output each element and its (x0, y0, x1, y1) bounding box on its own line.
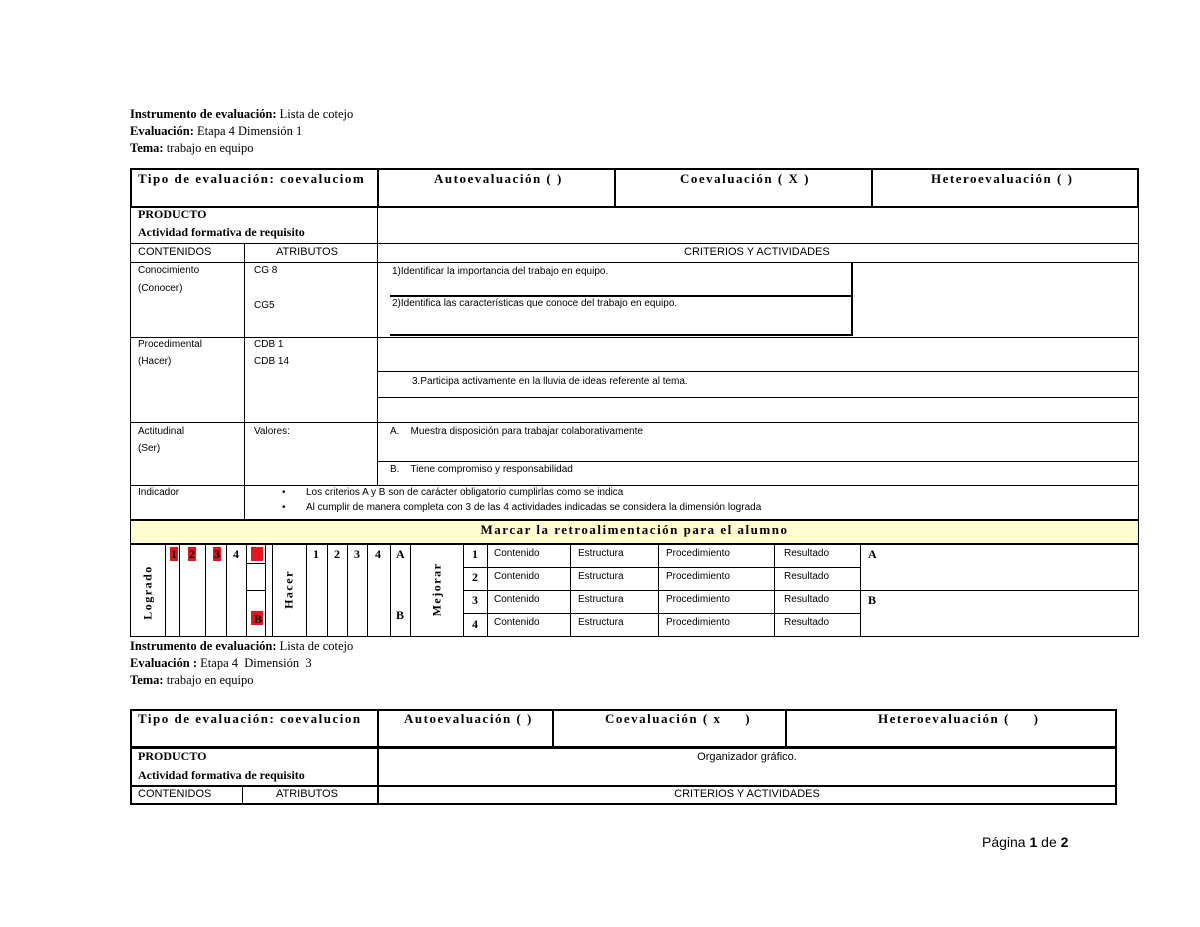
hacer-num-2: 2 (334, 547, 340, 561)
instrument-label: Instrumento de evaluación: (130, 107, 277, 121)
row-estructura: Estructura (578, 594, 624, 605)
row-procedimiento: Procedimiento (666, 548, 730, 559)
criterio-1: 1)Identificar la importancia del trabajo en equipo. (392, 266, 609, 277)
conocimiento-sub: (Conocer) (138, 283, 183, 294)
pagina-label: Página (982, 834, 1026, 850)
cg8: CG 8 (254, 265, 278, 276)
logrado-red-a (251, 547, 263, 561)
cdb1: CDB 1 (254, 339, 284, 350)
criterio-b: B. Tiene compromiso y responsabilidad (390, 464, 573, 475)
valores: Valores: (254, 426, 290, 437)
contenidos-header: CONTENIDOS (138, 246, 212, 258)
mejorar-a: A (868, 547, 877, 561)
row-procedimiento: Procedimiento (666, 571, 730, 582)
indicador-bullet-2: • (282, 502, 286, 513)
evaluation-label: Evaluación : (130, 656, 198, 670)
criterios-header: CRITERIOS Y ACTIVIDADES (684, 246, 830, 258)
page-number: 1 (1029, 834, 1038, 850)
row-contenido: Contenido (494, 594, 540, 605)
type-label-2: Tipo de evaluación: coevalucion (138, 711, 362, 726)
logrado-num-1: 1 (171, 547, 177, 561)
row-contenido: Contenido (494, 617, 540, 628)
co-evaluation: Coevaluación ( X ) (680, 171, 810, 186)
evaluation-value: Etapa 4 Dimensión 3 (200, 656, 312, 670)
hacer-label: Hacer (281, 570, 296, 609)
row-resultado: Resultado (784, 617, 830, 628)
logrado-num-2: 2 (189, 547, 195, 561)
row-procedimiento: Procedimiento (666, 594, 730, 605)
logrado-label: Logrado (140, 565, 155, 620)
instrument-value: Lista de cotejo (279, 107, 354, 121)
doc1-header (130, 106, 353, 157)
topic-label: Tema: (130, 673, 164, 687)
row-num: 3 (472, 593, 478, 607)
topic-value: trabajo en equipo (166, 141, 254, 155)
hacer-num-3: 3 (354, 547, 360, 561)
indicador-bullet-1: • (282, 487, 286, 498)
criterio-3: 3.Participa activamente en la lluvia de ideas referente al tema. (412, 376, 688, 387)
row-num: 2 (472, 570, 478, 584)
hetero-evaluation-2: Heteroevaluación ( ) (878, 711, 1040, 726)
evaluation-value: Etapa 4 Dimensión 1 (197, 124, 303, 138)
cdb14: CDB 14 (254, 356, 290, 367)
hetero-evaluation: Heteroevaluación ( ) (931, 171, 1074, 186)
atributos-header: ATRIBUTOS (276, 246, 338, 258)
atributos-header-2: ATRIBUTOS (276, 788, 338, 800)
row-estructura: Estructura (578, 617, 624, 628)
de-label: de (1041, 834, 1057, 850)
logrado-num-4: 4 (233, 547, 239, 561)
row-contenido: Contenido (494, 548, 540, 559)
contenidos-header-2: CONTENIDOS (138, 788, 212, 800)
logrado-num-3: 3 (214, 547, 220, 561)
instrument-label: Instrumento de evaluación: (130, 639, 277, 653)
producto-label: PRODUCTO (138, 207, 207, 221)
page-footer (982, 834, 1068, 850)
row-estructura: Estructura (578, 571, 624, 582)
topic-value: trabajo en equipo (166, 673, 254, 687)
actividad-label: Actividad formativa de requisito (138, 225, 305, 239)
actitudinal-label: Actitudinal (138, 426, 185, 437)
indicador-text-2: Al cumplir de manera completa con 3 de las 4 actividades indicadas se considera la dimensión lograda (306, 502, 762, 513)
row-resultado: Resultado (784, 548, 830, 559)
producto-value-2: Organizador gráfico. (697, 751, 797, 763)
indicador-text-1: Los criterios A y B son de carácter obligatorio cumplirlas como se indica (306, 487, 624, 498)
actitudinal-sub: (Ser) (138, 443, 161, 454)
cg5: CG5 (254, 300, 275, 311)
mejorar-b: B (868, 593, 877, 607)
topic-label: Tema: (130, 141, 164, 155)
producto-label-2: PRODUCTO (138, 749, 207, 763)
logrado-b: B (254, 612, 263, 626)
actividad-label-2: Actividad formativa de requisito (138, 768, 305, 782)
criterios-header-2: CRITERIOS Y ACTIVIDADES (674, 788, 820, 800)
indicador-label: Indicador (138, 487, 180, 498)
hacer-num-4: 4 (375, 547, 381, 561)
criterio-2: 2)Identifica las características que conoce del trabajo en equipo. (392, 298, 678, 309)
auto-evaluation-2: Autoevaluación ( ) (404, 711, 533, 726)
auto-evaluation: Autoevaluación ( ) (434, 171, 563, 186)
instrument-value: Lista de cotejo (279, 639, 354, 653)
hacer-b: B (396, 608, 405, 622)
row-num: 1 (472, 547, 478, 561)
evaluation-label: Evaluación: (130, 124, 194, 138)
mejorar-label: Mejorar (429, 562, 444, 617)
row-resultado: Resultado (784, 571, 830, 582)
procedimental-label: Procedimental (138, 339, 202, 350)
page-total: 2 (1060, 834, 1069, 850)
procedimental-sub: (Hacer) (138, 356, 172, 367)
row-resultado: Resultado (784, 594, 830, 605)
row-procedimiento: Procedimiento (666, 617, 730, 628)
co-evaluation-2: Coevaluación ( x ) (605, 711, 752, 726)
type-label: Tipo de evaluación: coevaluciom (138, 171, 366, 186)
row-num: 4 (472, 617, 478, 631)
hacer-a: A (396, 547, 405, 561)
hacer-num-1: 1 (313, 547, 319, 561)
criterio-a: A. Muestra disposición para trabajar colaborativamente (390, 426, 643, 437)
row-estructura: Estructura (578, 548, 624, 559)
conocimiento-label: Conocimiento (138, 265, 200, 276)
feedback-title: Marcar la retroalimentación para el alumno (480, 522, 789, 537)
doc2-header (130, 638, 353, 689)
row-contenido: Contenido (494, 571, 540, 582)
